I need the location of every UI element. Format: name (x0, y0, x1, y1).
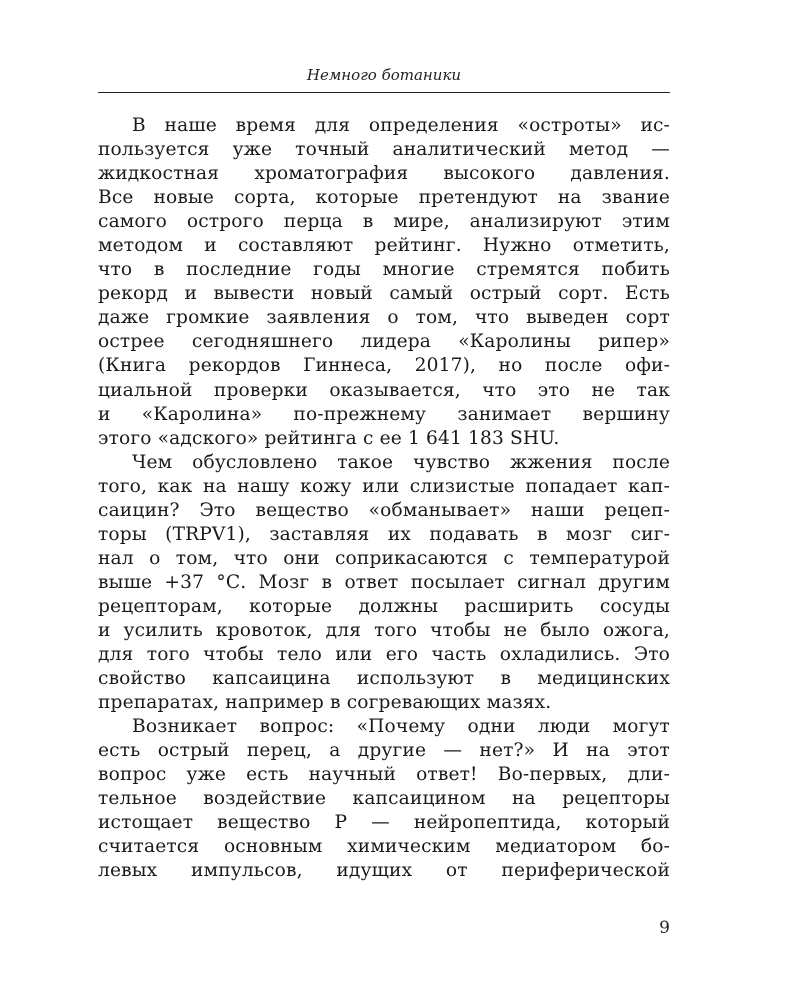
text-line: методом и составляют рейтинг. Нужно отметить, (98, 235, 670, 257)
text-line: жидкостная хроматография высокого давления. (98, 163, 670, 185)
text-line: препаратах, например в согревающих мазях. (98, 692, 552, 714)
paragraph-1 (98, 114, 670, 451)
text-line: этого «адского» рейтинга с ее 1 641 183 SHU. (98, 427, 560, 449)
text-line: тельное воздействие капсаицином на рецепторы (98, 788, 670, 810)
text-line: рецепторам, которые должны расширить сосуды (98, 595, 670, 617)
text-line: истощает вещество Р — нейропептида, который (98, 812, 670, 834)
paragraph-2 (98, 451, 670, 716)
running-head: Немного ботаники (306, 66, 462, 84)
text-line: вопрос уже есть научный ответ! Во-первых, дли- (98, 764, 670, 786)
text-line: нал о том, что они соприкасаются с температурой (98, 547, 670, 569)
header-rule (98, 92, 670, 93)
page-number: 9 (659, 918, 670, 938)
text-line: самого острого перца в мире, анализируют этим (98, 211, 670, 233)
text-line: Возникает вопрос: «Почему одни люди могут (132, 716, 670, 738)
text-line: для того чтобы тело или его часть охладились. Это (98, 644, 670, 666)
text-line: что в последние годы многие стремятся побить (98, 259, 670, 281)
text-line: даже громкие заявления о том, что выведен сорт (98, 307, 670, 329)
paragraph-3 (98, 715, 670, 883)
text-line: есть острый перец, а другие — нет?» И на этот (98, 740, 670, 762)
text-line: левых импульсов, идущих от периферической (98, 860, 670, 882)
text-line: В наше время для определения «остроты» ис- (132, 115, 670, 136)
text-line: циальной проверки оказывается, что это не так (98, 379, 670, 401)
text-line: острее сегодняшнего лидера «Каролины рипер» (98, 331, 670, 353)
body-text (98, 114, 670, 884)
text-line: Чем обусловлено такое чувство жжения после (132, 451, 670, 473)
text-line: пользуется уже точный аналитический метод — (98, 139, 670, 161)
text-line: и «Каролина» по-прежнему занимает вершину (98, 403, 670, 425)
text-line: торы (TRPV1), заставляя их подавать в мозг сиг- (98, 523, 670, 545)
text-line: (Книга рекордов Гиннеса, 2017), но после офи- (98, 355, 670, 377)
text-line: саицин? Это вещество «обманывает» наши рецеп- (98, 499, 670, 521)
text-line: Все новые сорта, которые претендуют на звание (98, 187, 670, 209)
text-line: того, как на нашу кожу или слизистые попадает кап- (98, 475, 670, 497)
text-line: выше +37 °С. Мозг в ответ посылает сигнал другим (98, 571, 670, 593)
text-line: свойство капсаицина используют в медицинских (98, 668, 670, 690)
text-line: и усилить кровоток, для того чтобы не было ожога, (98, 619, 670, 641)
text-line: рекорд и вывести новый самый острый сорт. Есть (98, 283, 670, 305)
text-line: считается основным химическим медиатором бо- (98, 836, 670, 858)
